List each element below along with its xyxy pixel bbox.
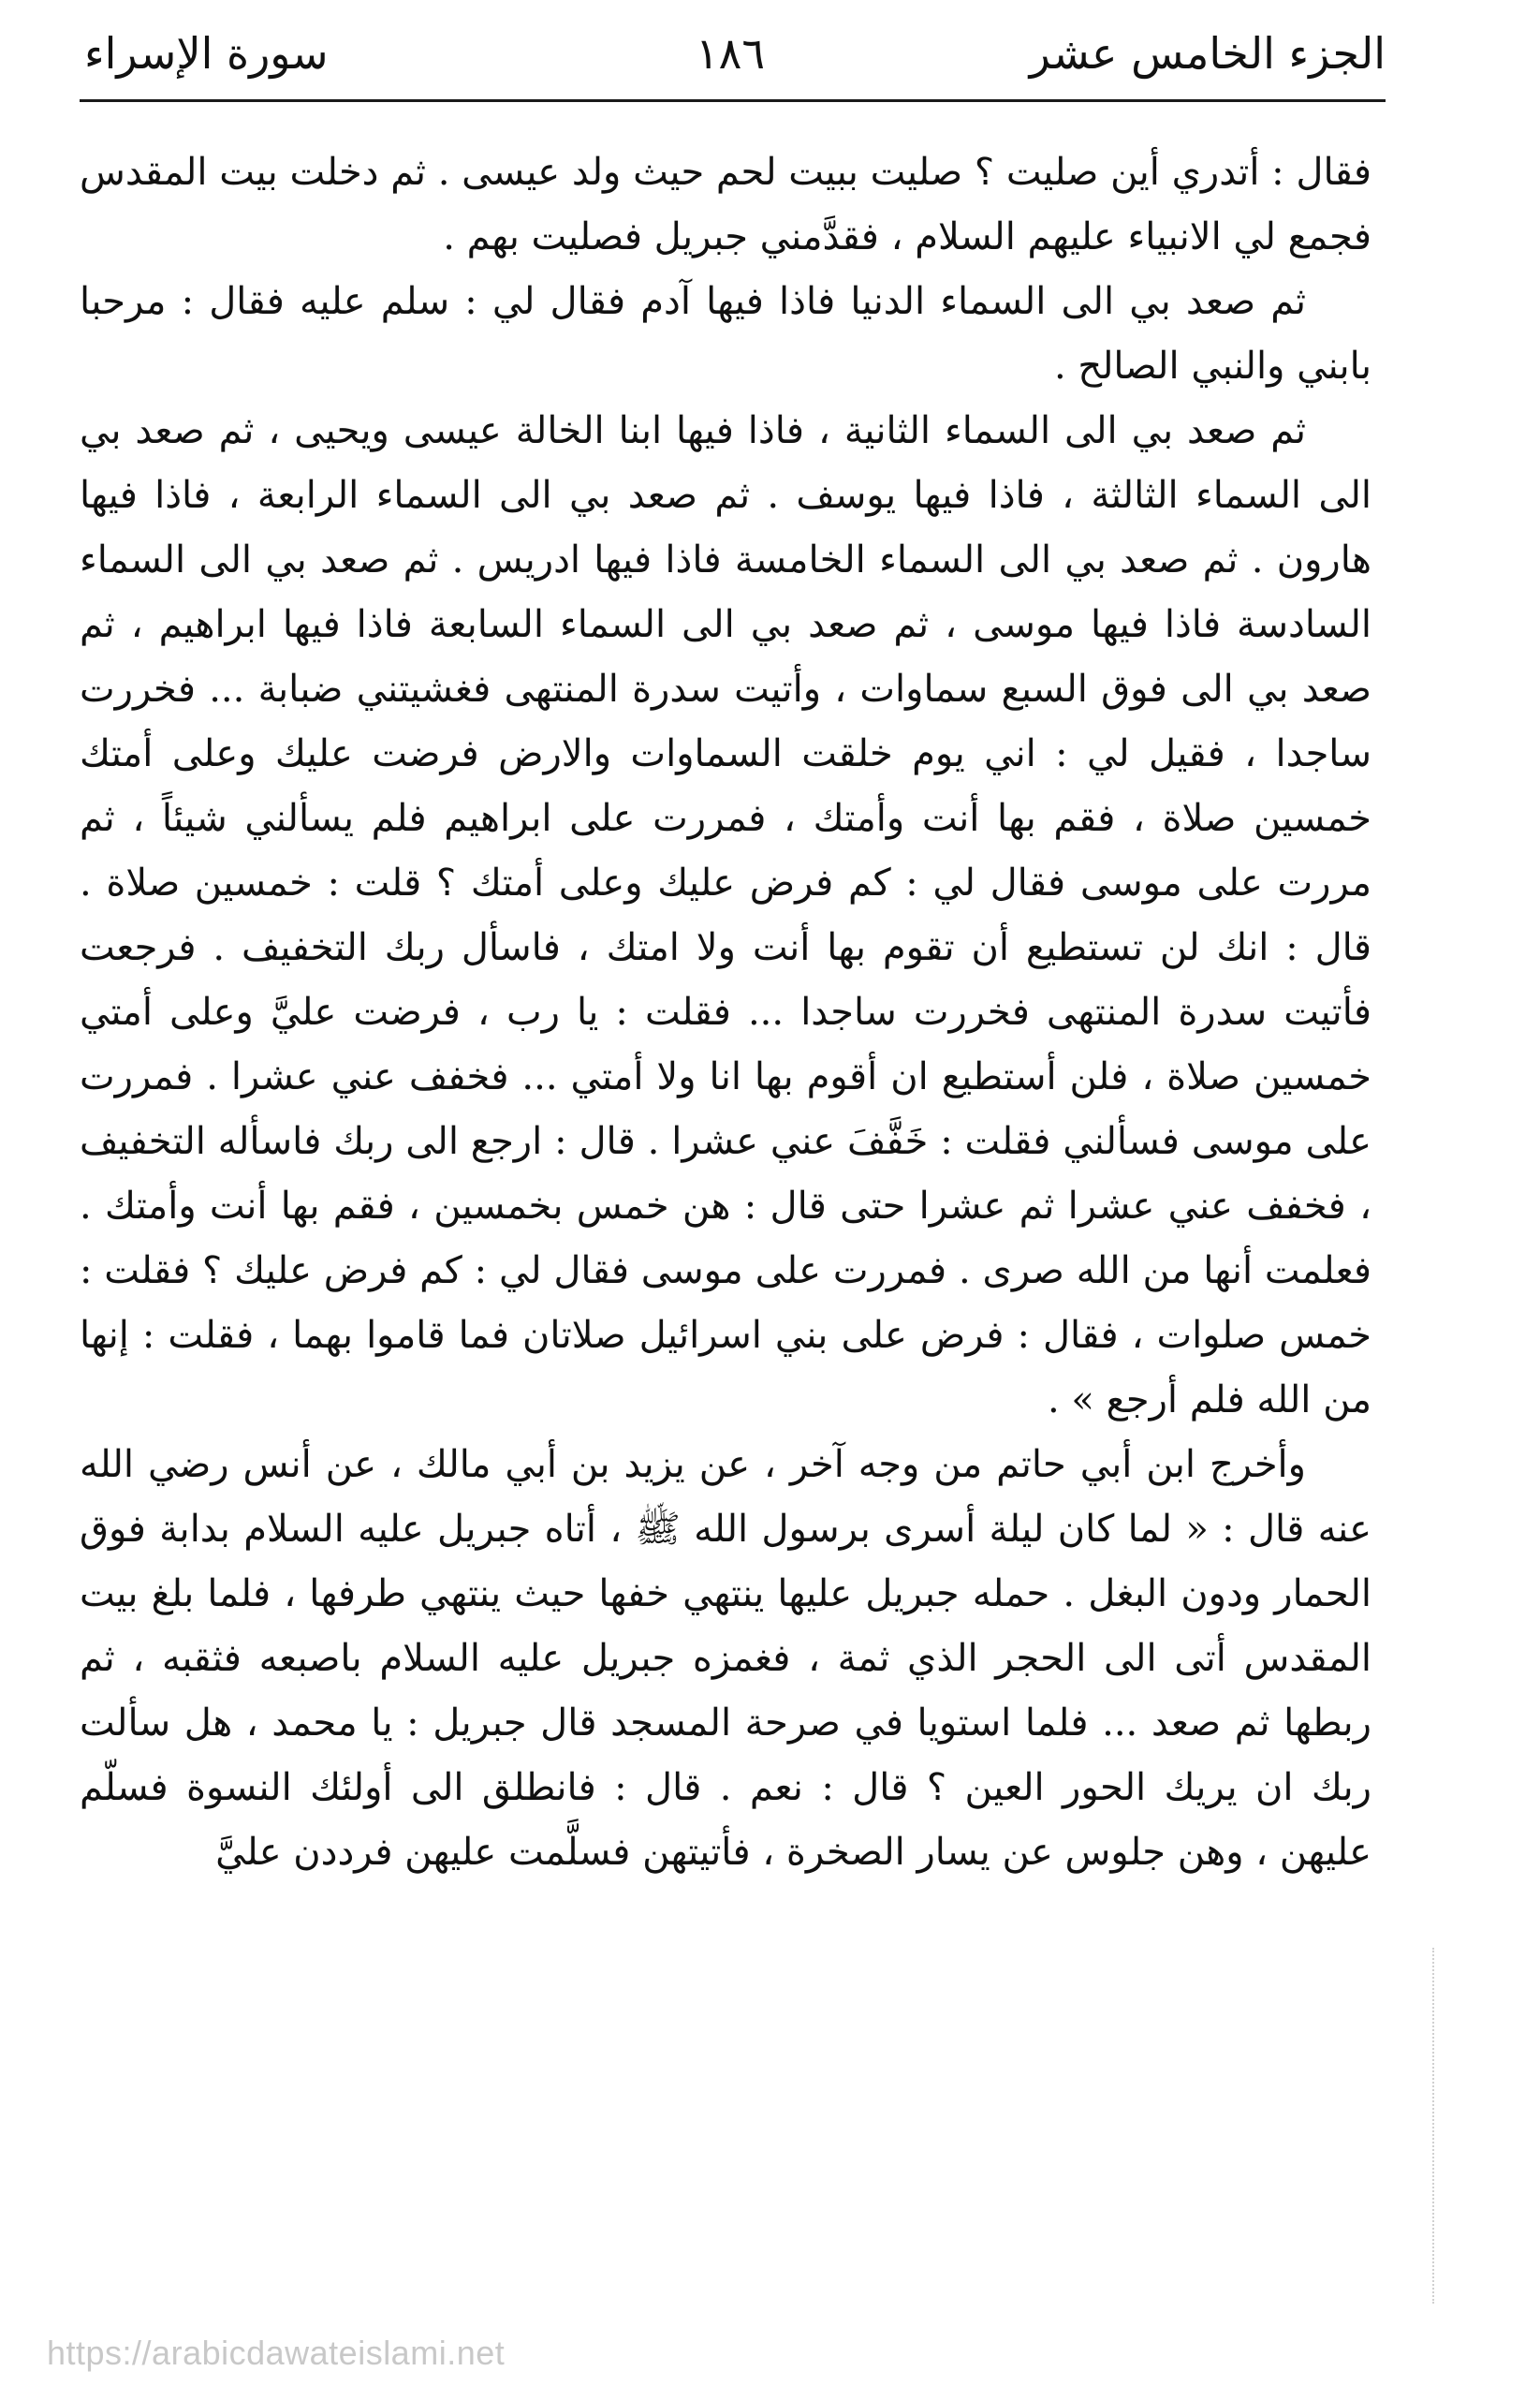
paragraph-4: وأخرج ابن أبي حاتم من وجه آخر ، عن يزيد بن أبي مالك ، عن أنس رضي الله عنه قال : « لما كان ليلة أسرى برسول الله ﷺ ، أتاه جبريل عليه السلام بدابة فوق الحمار ودون البغل . حمله جبريل عليها ينتهي خفها حيث ينتهي طرفها ، فلما بلغ بيت المقدس أتى الى الحجر الذي ثمة ، فغمزه جبريل عليه السلام باصبعه فثقبه ، ثم ربطها ثم صعد ... فلما استويا في صرحة المسجد قال جبريل : يا محمد ، هل سألت ربك ان يريك الحور العين ؟ قال : نعم . قال : فانطلق الى أولئك النسوة فسلّم عليهن ، وهن جلوس عن يسار الصخرة ، فأتيتهن فسلَّمت عليهن فرددن عليَّ [80,1443,1371,1874]
page-header [75,19,1386,94]
juz-title: الجزء الخامس عشر [1029,28,1386,79]
paragraph-2: ثم صعد بي الى السماء الدنيا فاذا فيها آدم فقال لي : سلم عليه فقال : مرحبا بابني والنبي الصالح . [80,280,1371,388]
paragraph-3: ثم صعد بي الى السماء الثانية ، فاذا فيها ابنا الخالة عيسى ويحيى ، ثم صعد بي الى السماء الثالثة ، فاذا فيها يوسف . ثم صعد بي الى السماء الرابعة ، فاذا فيها هارون . ثم صعد بي الى السماء الخامسة فاذا فيها ادريس . ثم صعد بي الى السماء السادسة فاذا فيها موسى ، ثم صعد بي الى السماء السابعة فاذا فيها ابراهيم ، ثم صعد بي الى فوق السبع سماوات ، وأتيت سدرة المنتهى فغشيتني ضبابة ... فخررت ساجدا ، فقيل لي : اني يوم خلقت السماوات والارض فرضت عليك وعلى أمتك خمسين صلاة ، فقم بها أنت وأمتك ، فمررت على ابراهيم فلم يسألني شيئاً ، ثم مررت على موسى فقال لي : كم فرض عليك وعلى أمتك ؟ قلت : خمسين صلاة . قال : انك لن تستطيع أن تقوم بها أنت ولا امتك ، فاسأل ربك التخفيف . فرجعت فأتيت سدرة المنتهى فخررت ساجدا ... فقلت : يا رب ، فرضت عليَّ وعلى أمتي خمسين صلاة ، فلن أستطيع ان أقوم بها انا ولا أمتي ... فخفف عني عشرا . فمررت على موسى فسألني فقلت : خَفَّفَ عني عشرا . قال : ارجع الى ربك فاسأله التخفيف ، فخفف عني عشرا ثم عشرا حتى قال : هن خمس بخمسين ، فقم بها أنت وأمتك . فعلمت أنها من الله صرى . فمررت على موسى فقال لي : كم فرض عليك ؟ فقلت : خمس صلوات ، فقال : فرض على بني اسرائيل صلاتان فما قاموا بهما ، فقلت : إنها من الله فلم أرجع » . [80,409,1371,1421]
watermark-url: https://arabicdawateislami.net [47,2334,506,2372]
scan-speckle [1432,1948,1436,2304]
paragraph-1: فقال : أتدري أين صليت ؟ صليت ببيت لحم حيث ولد عيسى . ثم دخلت بيت المقدس فجمع لي الانبياء عليهم السلام ، فقدَّمني جبريل فصليت بهم . [80,151,1371,258]
page-number: ١٨٦ [695,28,766,79]
header-rule [80,99,1386,102]
surah-title: سورة الإسراء [84,28,329,79]
page-body [80,140,1371,1885]
